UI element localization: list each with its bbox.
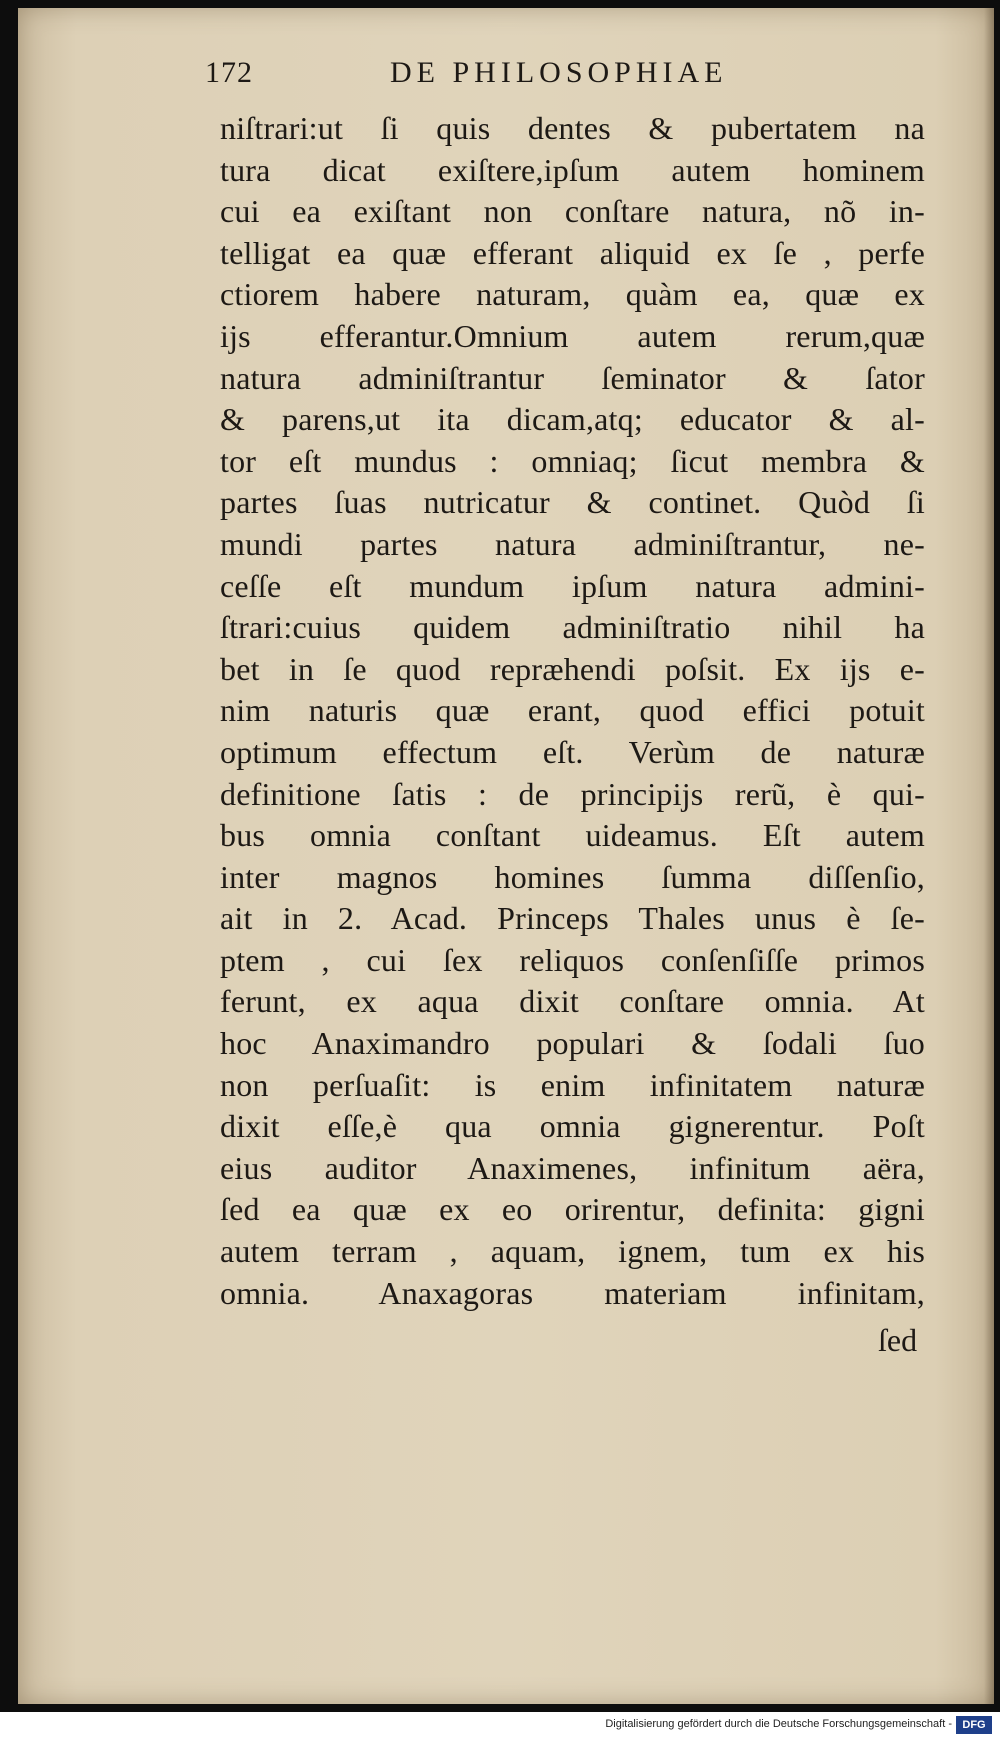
text-line: non perſuaſit: is enim infinitatem naturæ xyxy=(220,1066,925,1103)
text-line: tura dicat exiſtere,ipſum autem hominem xyxy=(220,151,925,188)
text-line: mundi partes natura adminiſtrantur, ne- xyxy=(220,525,925,562)
text-line: bus omnia conſtant uideamus. Eſt autem xyxy=(220,817,925,854)
text-line: ferunt, ex aqua dixit conſtare omnia. At xyxy=(220,983,925,1020)
text-line: ctiorem habere naturam, quàm ea, quæ ex xyxy=(220,276,925,313)
text-line: ſtrari:cuius quidem adminiſtratio nihil ha xyxy=(220,609,925,646)
text-line: hoc Anaximandro populari & ſodali ſuo xyxy=(220,1025,925,1062)
text-line: definitione ſatis : de principijs rerũ, è qui- xyxy=(220,775,925,812)
text-line: omnia. Anaxagoras materiam infinitam, xyxy=(220,1274,925,1311)
text-line: autem terram , aquam, ignem, tum ex his xyxy=(220,1233,925,1270)
funding-credit: Digitalisierung gefördert durch die Deutsche Forschungsgemeinschaft - xyxy=(605,1718,952,1730)
page-header xyxy=(205,50,925,100)
page-edge-shadow xyxy=(984,8,994,1704)
text-line: telligat ea quæ efferant aliquid ex ſe , perfe xyxy=(220,234,925,271)
text-line: partes ſuas nutricatur & continet. Quòd ſi xyxy=(220,484,925,521)
text-line: inter magnos homines ſumma diſſenſio, xyxy=(220,858,925,895)
text-line: cui ea exiſtant non conſtare natura, nõ in- xyxy=(220,193,925,230)
text-line: natura adminiſtrantur ſeminator & ſator xyxy=(220,359,925,396)
text-line: niſtrari:ut ſi quis dentes & pubertatem na xyxy=(220,110,925,146)
text-line: nim naturis quæ erant, quod effici potuit xyxy=(220,692,925,729)
text-line: bet in ſe quod repræhendi poſsit. Ex ijs e- xyxy=(220,650,925,687)
dfg-logo: DFG xyxy=(956,1716,992,1734)
body-text xyxy=(220,108,925,1314)
digitization-footer xyxy=(0,1712,1000,1740)
text-line: optimum effectum eſt. Verùm de naturæ xyxy=(220,733,925,770)
text-line: ſed ea quæ ex eo orirentur, definita: gigni xyxy=(220,1191,925,1228)
text-line: & parens,ut ita dicam,atq; educator & al- xyxy=(220,401,925,438)
running-title: DE PHILOSOPHIAE xyxy=(390,56,728,89)
text-line: ptem , cui ſex reliquos conſenſiſſe primos xyxy=(220,941,925,978)
catchword: ſed xyxy=(878,1322,918,1358)
text-line: ait in 2. Acad. Princeps Thales unus è ſe- xyxy=(220,900,925,937)
text-line: eius auditor Anaximenes, infinitum aëra, xyxy=(220,1149,925,1186)
text-line: ceſſe eſt mundum ipſum natura admini- xyxy=(220,567,925,604)
text-line: ijs efferantur.Omnium autem rerum,quæ xyxy=(220,317,925,354)
text-line: tor eſt mundus : omniaq; ſicut membra & xyxy=(220,442,925,479)
page-number: 172 xyxy=(205,56,253,89)
text-line: dixit eſſe,è qua omnia gignerentur. Poſt xyxy=(220,1108,925,1145)
